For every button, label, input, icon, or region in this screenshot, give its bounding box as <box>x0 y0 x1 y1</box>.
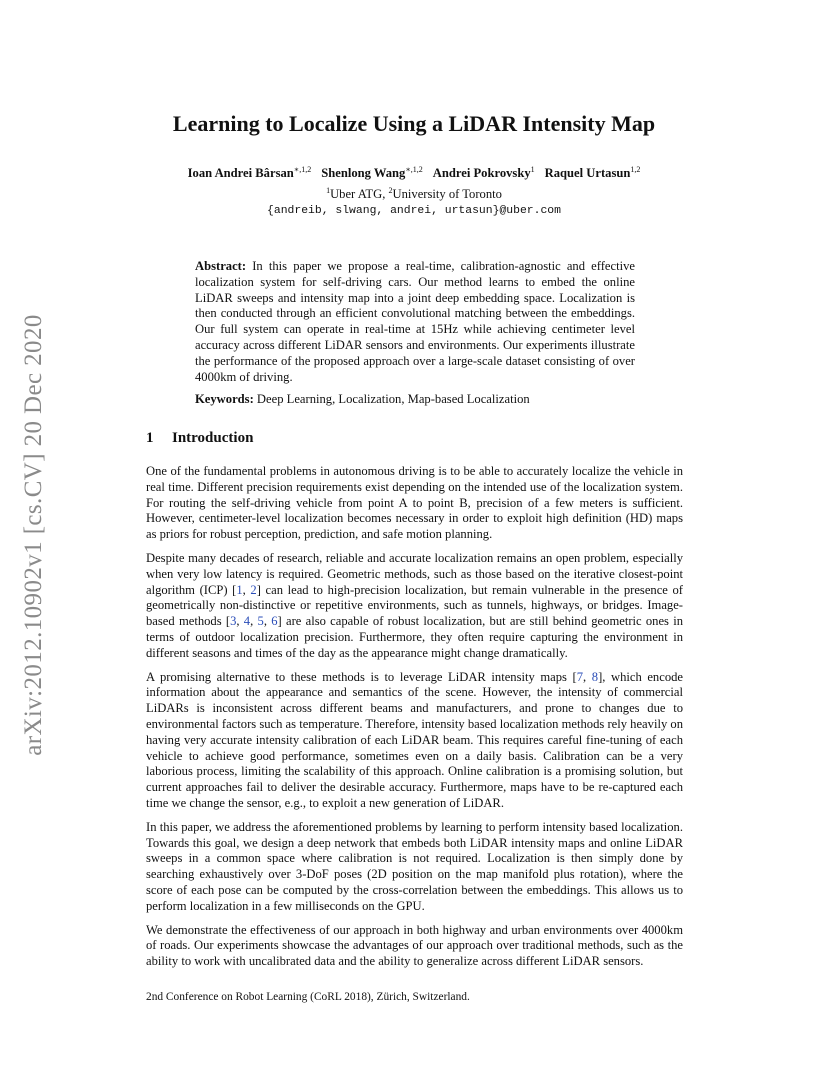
abstract-label: Abstract: <box>195 259 247 273</box>
affiliation-toronto: University of Toronto <box>392 187 502 202</box>
author-affiliation-mark: 1 <box>530 165 535 174</box>
keywords-label: Keywords: <box>195 392 254 406</box>
author-emails: {andreib, slwang, andrei, urtasun}@uber.com <box>267 205 561 218</box>
paragraph-text: A promising alternative to these methods is to leverage LiDAR intensity maps [ <box>146 669 577 684</box>
author-affiliation-mark: ∗,1,2 <box>405 165 423 174</box>
section-body <box>146 464 683 978</box>
affiliation-mark: 1 <box>326 186 331 196</box>
paragraph-text: , <box>242 582 251 597</box>
author-affiliation-mark: 1,2 <box>630 165 641 174</box>
author-name: Ioan Andrei Bârsan <box>187 166 294 181</box>
citation-link[interactable]: 1 <box>236 582 243 597</box>
paragraph-text: , <box>236 614 244 629</box>
affiliation-mark: 2 <box>388 186 393 196</box>
citation-link[interactable]: 5 <box>257 614 264 629</box>
citation-link[interactable]: 2 <box>250 582 257 597</box>
citation-link[interactable]: 7 <box>576 669 584 684</box>
affiliation-uber: Uber ATG, <box>330 187 389 202</box>
keywords-text: Deep Learning, Localization, Map-based Localization <box>256 392 530 406</box>
author-list <box>100 161 728 182</box>
conference-footnote: 2nd Conference on Robot Learning (CoRL 2018), Zürich, Switzerland. <box>146 991 470 1003</box>
paragraph-text: ] are also capable of robust localization, but are still behind geometric ones in terms of outdoor localization precision. Furthermore, they often require capturing the environment in different seasons and times of the day as the appearance might change dramatically. <box>146 614 684 660</box>
section-number: 1 <box>146 430 154 446</box>
citation-link[interactable]: 8 <box>591 669 599 684</box>
paragraph-text: , <box>263 614 272 629</box>
paragraph-text: ] can lead to high-precision localization, but remain vulnerable in the presence of geometrically non-distinctive or repetitive environments, such as tunnels, highways, or bridges. Image-based methods [ <box>146 582 683 629</box>
paragraph-text: , <box>250 614 258 629</box>
citation-link[interactable]: 6 <box>271 614 278 629</box>
paragraph-2 <box>146 551 683 662</box>
paragraph-text: ], which encode information about the appearance and semantics of the scene. However, the intensity of commercial LiDARs is inconsistent across different beams and manufacturers, and prone to changes due to environmental factors such as temperature. Therefore, intensity based localization methods rely heavily on having very accurate intensity calibration of each LiDAR beam. This requires careful fine-tuning of each vehicle to achieve good performance, sometimes even on a daily basis. Calibration can be a very laborious process, limiting the scalability of this approach. Online calibration is a promising solution, but current approaches fail to deliver the desirable accuracy. Furthermore, maps have to be re-captured each time we change the sensor, e.g., to exploit a new generation of LiDAR. <box>146 669 684 810</box>
paragraph-4: In this paper, we address the aforementioned problems by learning to perform intensity based localization. Towards this goal, we design a deep network that embeds both LiDAR intensity maps and online LiDAR sweeps in a common space where calibration is not required. Localization is then simply done by searching exhaustively over 3-DoF poses (2D position on the map manifold plus rotation), where the score of each pose can be computed by the cross-correlation between the embeddings. This allows us to perform localization in a few milliseconds on the GPU. <box>146 819 683 913</box>
abstract <box>195 259 635 385</box>
author-name: Andrei Pokrovsky <box>432 166 531 181</box>
section-heading <box>146 430 253 447</box>
citation-link[interactable]: 3 <box>230 614 237 629</box>
author-affiliation-mark: ∗,1,2 <box>293 165 312 174</box>
paragraph-text: Despite many decades of research, reliable and accurate localization remains an open problem, especially when very low latency is required. Geometric methods, such as those based on the iterative closest-point algorithm (ICP) [ <box>146 550 683 597</box>
affiliations <box>100 182 728 203</box>
keywords <box>195 392 635 408</box>
arxiv-identifier: arXiv:2012.10902v1 [cs.CV] 20 Dec 2020 <box>20 314 47 756</box>
citation-link[interactable]: 4 <box>243 614 251 629</box>
paragraph-5: We demonstrate the effectiveness of our approach in both highway and urban environments over 4000km of roads. Our experiments showcase the advantages of our approach over traditional methods, such as the ability to work with uncalibrated data and the ability to generalize across different LiDAR sensors. <box>146 922 683 969</box>
paragraph-1: One of the fundamental problems in autonomous driving is to be able to accurately localize the vehicle in real time. Different precision requirements exist depending on the intended use of the localization system. For routing the self-driving vehicle from point A to point B, precision of a few meters is sufficient. However, centimeter-level localization becomes necessary in order to exploit high definition (HD) maps as priors for robust perception, prediction, and safe motion planning. <box>146 464 683 542</box>
author-block <box>100 161 728 220</box>
author-name: Raquel Urtasun <box>544 166 631 181</box>
paper-title: Learning to Localize Using a LiDAR Intensity Map <box>172 111 656 136</box>
paragraph-text: , <box>583 669 592 684</box>
section-title: Introduction <box>172 430 254 446</box>
author-name: Shenlong Wang <box>321 166 406 181</box>
paragraph-3 <box>146 670 683 812</box>
abstract-text: In this paper we propose a real-time, calibration-agnostic and effective localization system for self-driving cars. Our method learns to embed the online LiDAR sweeps and intensity map into a joint deep embedding space. Localization is then conducted through an efficient convolutional matching between the embeddings. Our full system can operate in real-time at 15Hz while achieving centimeter level accuracy across different LiDAR sensors and environments. Our experiments illustrate the performance of the proposed approach over a large-scale dataset consisting of over 4000km of driving. <box>195 259 635 384</box>
